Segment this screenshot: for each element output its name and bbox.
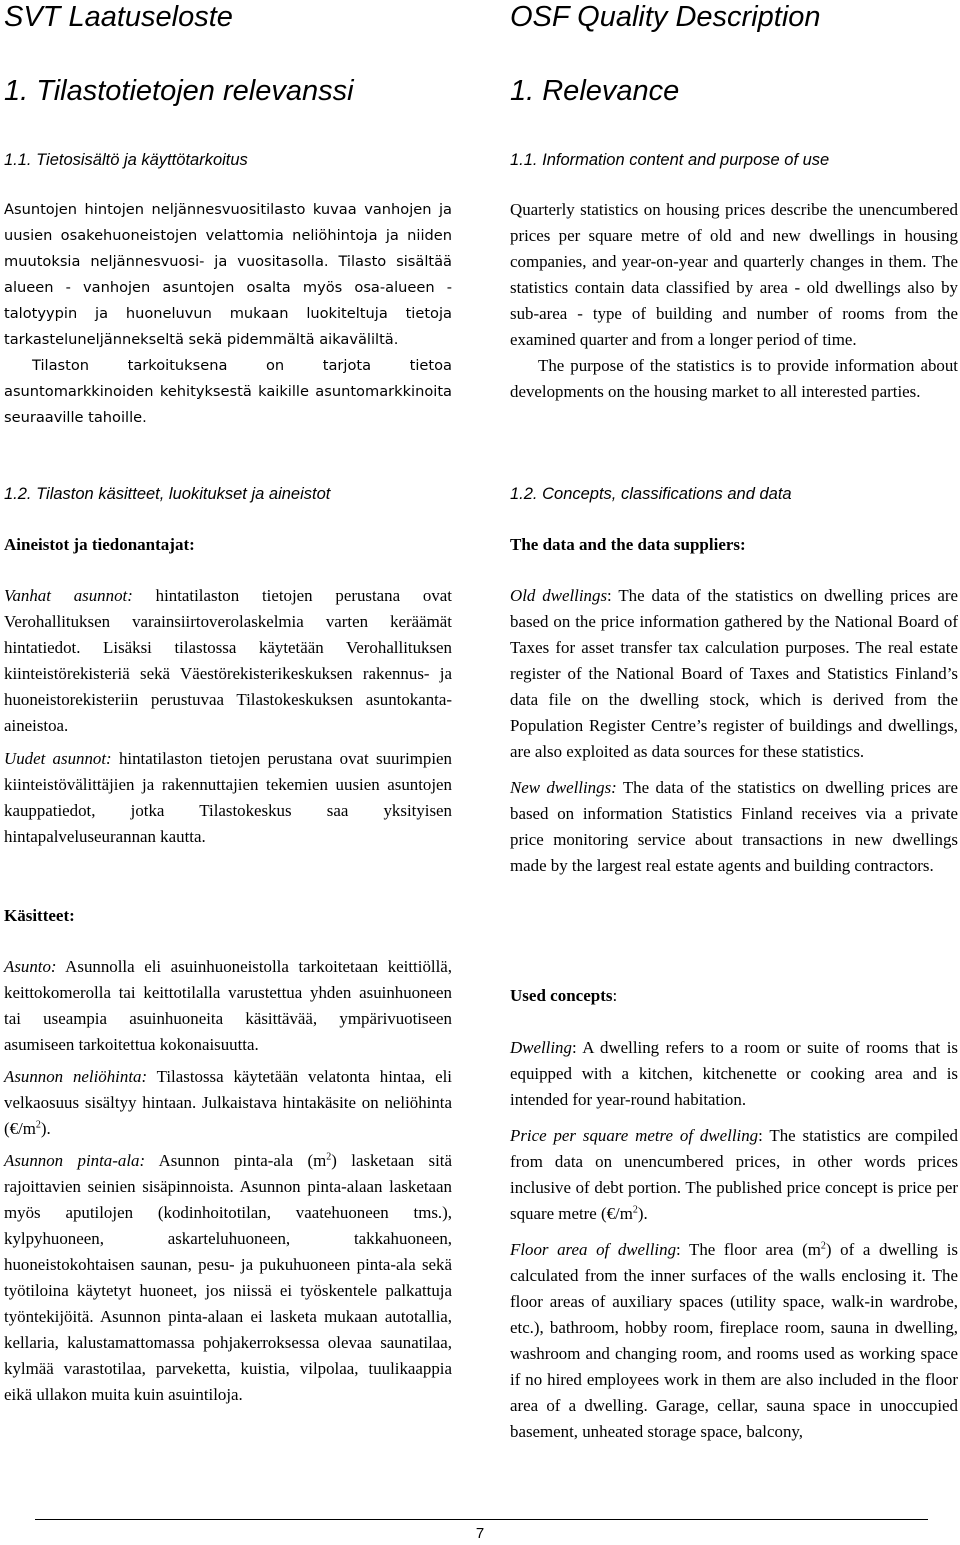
concepts-heading-fi: Käsitteet: [4,906,75,925]
concept-area-paragraph-en [510,1237,958,1445]
concept-dwelling-paragraph-en [510,1035,958,1113]
subsection-1-2-heading-en: 1.2. Concepts, classifications and data [510,485,792,503]
concept-price-superscript-fi: 2 [35,1119,41,1131]
content-block-fi [4,197,452,431]
section-heading-en: 1. Relevance [510,75,680,107]
concept-price-term-fi: Asunnon neliöhinta: [4,1067,148,1086]
concepts-block-en [510,1035,958,1445]
old-dwellings-term-en: Old dwellings [510,586,608,605]
document-title-fi: SVT Laatuseloste [4,1,233,33]
concepts-heading-bold-en: Used concepts [510,986,613,1005]
concept-price-text-fi: Tilastossa käytetään velatonta hintaa, eli velkaosuus sisältyy hintaan. Julkaistava hintakäsite on neliöhinta (€/m [4,1067,452,1138]
concepts-block-fi [4,954,452,1408]
concept-price-end-en: ). [637,1204,648,1223]
concept-area-superscript-en: 2 [820,1240,826,1252]
concept-dwelling-term-fi: Asunto: [4,957,57,976]
paragraph-purpose-en: The purpose of the statistics is to provide information about developments on the housing market to all interested parties. [510,356,958,401]
content-block-en [510,197,958,405]
concept-area-paragraph-fi [4,1148,452,1408]
concept-price-text-en: : The statistics are compiled from data on unencumbered prices, in other words prices inclusive of debt portion. The published price concept is price per square metre (€/m [510,1126,958,1223]
document-title-en: OSF Quality Description [510,1,821,33]
concept-dwelling-text-en: : A dwelling refers to a room or suite of rooms that is equipped with a kitchen, kitchenette or cooking area and is intended for year-round habitation. [510,1038,958,1109]
subsection-1-2-heading-fi: 1.2. Tilaston käsitteet, luokitukset ja aineistot [4,485,331,503]
concept-area-term-fi: Asunnon pinta-ala: [4,1151,146,1170]
concept-area-superscript-fi: 2 [326,1151,332,1163]
old-dwellings-term-fi: Vanhat asunnot: [4,586,133,605]
concept-price-term-en: Price per square metre of dwelling [510,1126,759,1145]
data-sources-block-fi [4,583,452,850]
concept-price-superscript-en: 2 [632,1204,638,1216]
concept-dwelling-term-en: Dwelling [510,1038,572,1057]
concept-area-term-en: Floor area of dwelling [510,1240,677,1259]
old-dwellings-paragraph-fi [4,583,452,739]
concept-area-text-b-en: ) of a dwelling is calculated from the inner surfaces of the walls enclosing it. The floor areas of auxiliary spaces (utility space, walk-in wardrobe, etc.), bathroom, hobby room, fireplace room, sauna in dwelling, washroom and changing room, and rooms used as working space if no hired employees work in them are also included in the floor area of a dwelling. Garage, cellar, sauna space in unoccupied basement, unheated storage space, balcony, [510,1240,958,1441]
subsection-1-1-heading-en: 1.1. Information content and purpose of use [510,151,830,169]
concepts-heading-colon-en: : [612,986,618,1005]
data-suppliers-heading-fi: Aineistot ja tiedonantajat: [4,535,195,554]
concepts-heading-en [510,985,617,1007]
new-dwellings-paragraph-en [510,775,958,879]
data-sources-block-en [510,583,958,879]
concept-price-paragraph-en [510,1123,958,1227]
concept-price-paragraph-fi [4,1064,452,1142]
new-dwellings-term-fi: Uudet asunnot: [4,749,112,768]
concept-area-text-b-fi: ) lasketaan sitä rajoittavien seinien sisäpinnoista. Asunnon pinta-alaan lasketaan myös aputilojen (kodinhoitotilan, vaatehuoneen tms.), kylpyhuoneen, askarteluhuoneen, takkahuoneen, huoneistokohtaisen saunan, pesu- ja pukuhuoneen pinta-ala sekä työtiloina käytetyt huoneet, jos niissä ei työskentele palkattuja työntekijöitä. Asunnon pinta-alaan ei lasketa mukaan autotallia, kellaria, kalustamattomassa pohjakerroksessa olevaa saunatilaa, kylmää varastotilaa, parveketta, kuistia, vilpolaa, tuulikaappia eikä ullakon muita kuin asuintiloja. [4,1151,452,1404]
paragraph-description-fi: Asuntojen hintojen neljännesvuositilasto kuvaa vanhojen ja uusien osakehuoneistojen velattomia neliöhintoja ja niiden muutoksia neljännesvuosi- ja vuositasolla. Tilasto sisältää alueen - vanhojen asuntojen osalta myös osa-alueen - talotyypin ja huoneluvun mukaan luokiteltuja tietoja tarkasteluneljännekseltä sekä pidemmältä aikaväliltä. [4,201,452,348]
concept-price-end-fi: ). [40,1119,51,1138]
new-dwellings-text-fi: hintatilaston tietojen perustana ovat suurimpien kiinteistövälittäjien ja rakennuttajien tekemien uusien asuntojen kauppatiedot, jotka Tilastokeskus saa yksityisen hintapalveluseurannan kautta. [4,749,452,846]
concept-dwelling-text-fi: Asunnolla eli asuinhuoneistolla tarkoitetaan keittiöllä, keittokomerolla tai keittotilalla varustettua yhden asuinhuoneen tai useampia asuinhuoneita käsittävää, ympärivuotiseen asumiseen tarkoitettua kokonaisuutta. [4,957,452,1054]
section-heading-fi: 1. Tilastotietojen relevanssi [4,75,354,107]
concept-dwelling-paragraph-fi [4,954,452,1058]
subsection-1-1-heading-fi: 1.1. Tietosisältö ja käyttötarkoitus [4,151,248,169]
paragraph-purpose-fi: Tilaston tarkoituksena on tarjota tietoa asuntomarkkinoiden kehityksestä kaikille asuntomarkkinoita seuraaville tahoille. [4,357,452,426]
footer-divider [35,1519,928,1520]
new-dwellings-term-en: New dwellings: [510,778,617,797]
concept-area-text-a-fi: Asunnon pinta-ala (m [145,1151,327,1170]
new-dwellings-paragraph-fi [4,746,452,850]
page-number: 7 [475,1525,485,1542]
old-dwellings-text-fi: hintatilaston tietojen perustana ovat Verohallituksen varainsiirtoverolaskelmia varten keräämät hintatiedot. Lisäksi tilastossa käytetään Verohallituksen kiinteistörekisteriä sekä Väestörekisterikeskuksen rakennus- ja huoneistorekisteriin perustuvaa Tilastokeskuksen asuntokanta-aineistoa. [4,586,452,735]
data-suppliers-heading-en: The data and the data suppliers: [510,535,746,554]
old-dwellings-text-en: : The data of the statistics on dwelling prices are based on the price information gathered by the National Board of Taxes for asset transfer tax calculation purposes. The real estate register of the National Board of Taxes and Statistics Finland’s data file on the dwelling stock, which is derived from the Population Register Centre’s register of buildings and dwellings, are also exploited as data sources for these statistics. [510,586,958,761]
paragraph-description-en: Quarterly statistics on housing prices describe the unencumbered prices per square metre of old and new dwellings in housing companies, and year-on-year and quarterly changes in them. The statistics contain data classified by area - old dwellings also by sub-area - type of building and number of rooms from the examined quarter and from a longer period of time. [510,200,958,349]
concept-area-text-a-en: : The floor area (m [676,1240,821,1259]
new-dwellings-text-en: The data of the statistics on dwelling prices are based on information Statistics Finland receives via a private price monitoring service about transactions in new dwellings made by the largest real estate agents and building contractors. [510,778,958,875]
old-dwellings-paragraph-en [510,583,958,765]
